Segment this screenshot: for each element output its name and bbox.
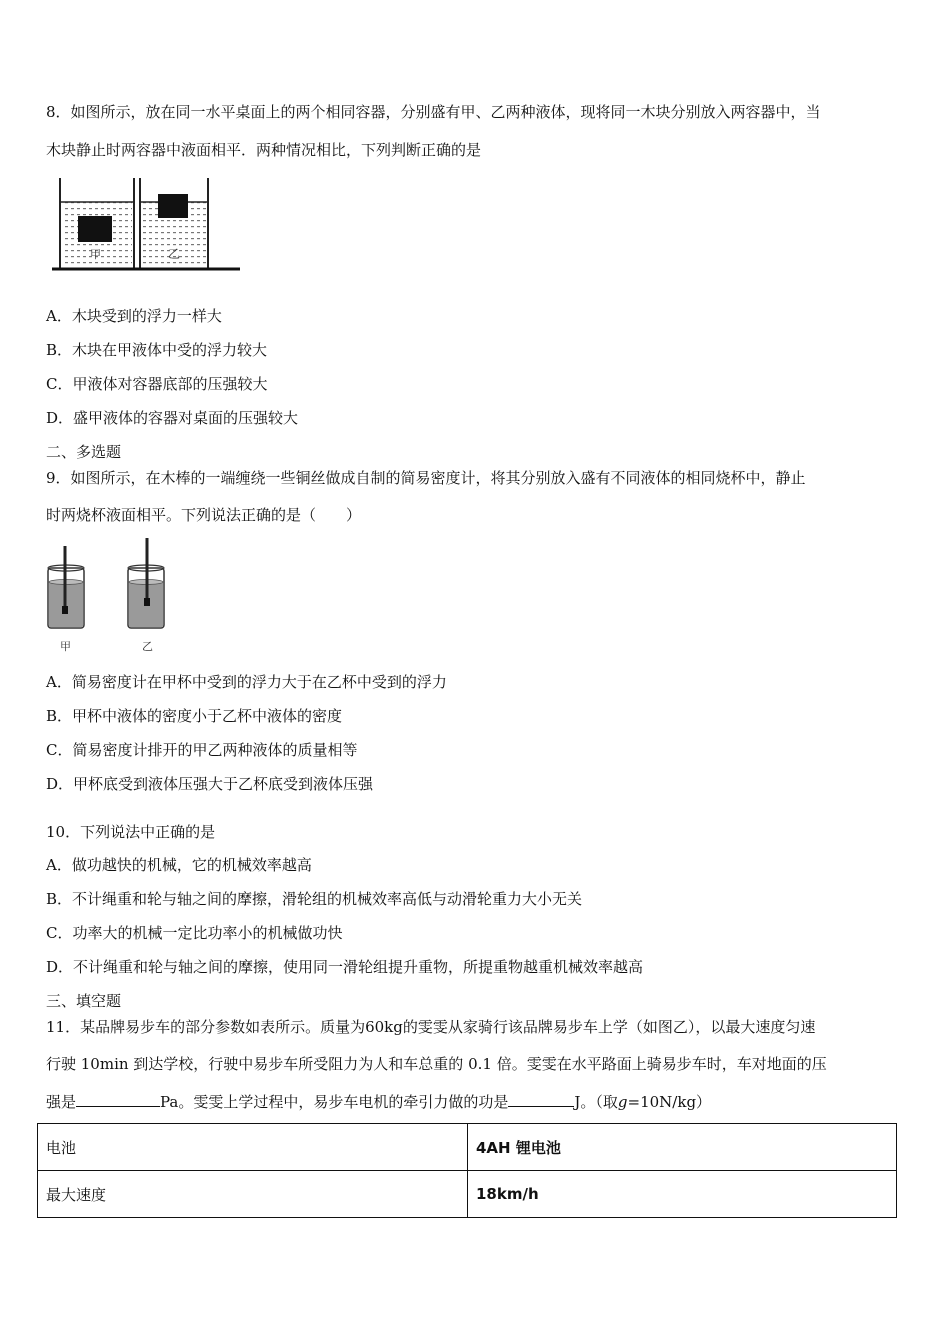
- q8-label-a: 甲: [90, 248, 101, 261]
- table-cell: 电池: [38, 1124, 468, 1171]
- q9-stem-line1: 9．如图所示，在木棒的一端缠绕一些铜丝做成自制的简易密度计，将其分别放入盛有不同液体的相同烧杯中，静止: [46, 469, 806, 487]
- table-row: [38, 1124, 897, 1171]
- q8-block-a: [78, 216, 112, 242]
- q11-text-b: Pa。雯雯上学过程中，易步车电机的牵引力做的功是: [160, 1093, 509, 1111]
- q10-stem: 10．下列说法中正确的是: [46, 823, 216, 841]
- q9-option-a: A．简易密度计在甲杯中受到的浮力大于在乙杯中受到的浮力: [46, 673, 447, 691]
- q9-option-d: D．甲杯底受到液体压强大于乙杯底受到液体压强: [46, 775, 374, 793]
- q11-stem-line3: [46, 1092, 711, 1112]
- q9-label-a: 甲: [60, 640, 71, 653]
- q11-stem-line1: 11．某品牌易步车的部分参数如表所示。质量为60kg的雯雯从家骑行该品牌易步车上学（如图乙），以最大速度匀速: [46, 1018, 816, 1036]
- table-cell: 4AH 锂电池: [468, 1124, 897, 1171]
- section-title-fill-in: 三、填空题: [46, 992, 122, 1010]
- table-row: [38, 1171, 897, 1218]
- section-title-multiple-choice: 二、多选题: [46, 443, 122, 461]
- q8-label-b: 乙: [168, 247, 181, 261]
- q9-option-b: B．甲杯中液体的密度小于乙杯中液体的密度: [46, 707, 343, 725]
- q11-blank-work[interactable]: [508, 1092, 574, 1107]
- q10-option-d: D．不计绳重和轮与轴之间的摩擦，使用同一滑轮组提升重物，所提重物越重机械效率越高: [46, 958, 644, 976]
- q9-figure-beakers: [40, 538, 180, 656]
- q8-option-d: D．盛甲液体的容器对桌面的压强较大: [46, 409, 299, 427]
- q8-stem-line2: 木块静止时两容器中液面相平．两种情况相比，下列判断正确的是: [46, 141, 482, 159]
- q11-stem-line2: 行驶 10min 到达学校，行驶中易步车所受阻力为人和车总重的 0.1 倍。雯雯在水平路面上骑易步车时，车对地面的压: [46, 1055, 827, 1073]
- q8-option-c: C．甲液体对容器底部的压强较大: [46, 375, 268, 393]
- q10-option-b: B．不计绳重和轮与轴之间的摩擦，滑轮组的机械效率高低与动滑轮重力大小无关: [46, 890, 583, 908]
- q9-stem-line2: 时两烧杯液面相平。下列说法正确的是（ ）: [46, 506, 362, 524]
- q11-g-symbol: g: [617, 1093, 628, 1111]
- q10-option-c: C．功率大的机械一定比功率小的机械做功快: [46, 924, 343, 942]
- q8-figure-containers: [52, 176, 242, 280]
- q11-text-a: 强是: [46, 1093, 77, 1111]
- q8-option-a: A．木块受到的浮力一样大: [46, 307, 222, 325]
- q8-option-b: B．木块在甲液体中受的浮力较大: [46, 341, 268, 359]
- table-cell: 18km/h: [468, 1171, 897, 1218]
- q11-text-c: J。（取: [574, 1093, 618, 1111]
- q9-label-b: 乙: [142, 640, 153, 653]
- q10-option-a: A．做功越快的机械，它的机械效率越高: [46, 856, 312, 874]
- q11-parameter-table: [37, 1123, 897, 1218]
- q11-blank-pressure[interactable]: [76, 1092, 160, 1107]
- q9-option-c: C．简易密度计排开的甲乙两种液体的质量相等: [46, 741, 358, 759]
- q8-block-b: [158, 194, 188, 218]
- table-cell: 最大速度: [38, 1171, 468, 1218]
- q11-text-d: =10N/kg）: [627, 1093, 712, 1111]
- q8-stem-line1: 8．如图所示，放在同一水平桌面上的两个相同容器，分别盛有甲、乙两种液体，现将同一木块分别放入两容器中，当: [46, 103, 821, 121]
